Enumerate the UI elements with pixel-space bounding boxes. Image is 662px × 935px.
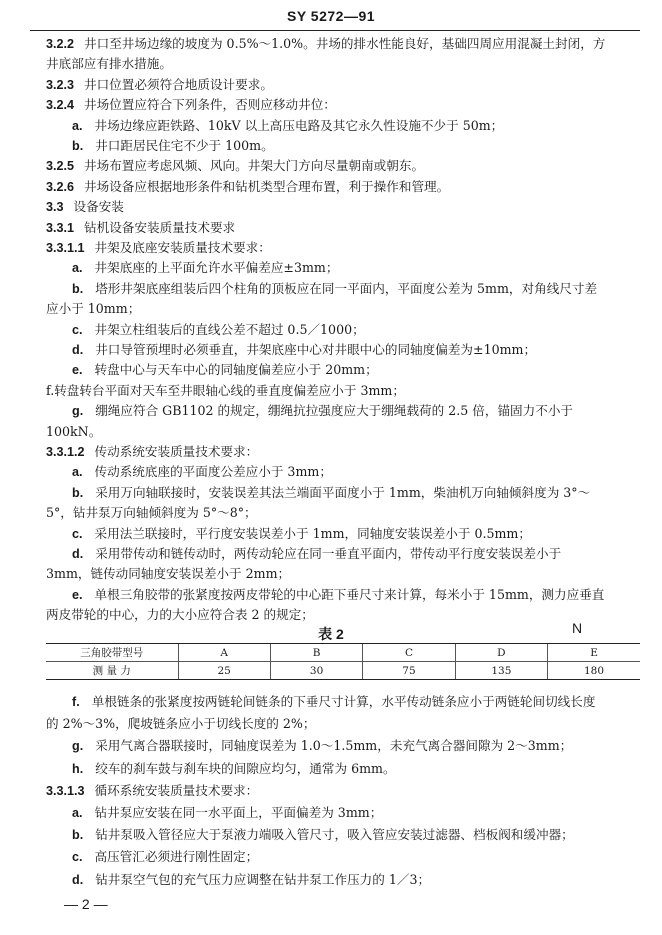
table-col-d: D: [455, 644, 547, 662]
text-line: [46, 177, 640, 197]
line-text: 井场位置应符合下列条件，否则应移动井位：: [84, 97, 336, 113]
text-line: [46, 544, 662, 564]
table-col-a: A: [178, 644, 270, 662]
line-text: 井口至井场边缘的坡度为 0.5%～1.0%。井场的排水性能良好，基础四周应用混凝土封闭，方: [84, 36, 606, 51]
clause-number: 3.2.4: [46, 98, 75, 113]
text-line: [46, 483, 662, 503]
table-cell-c: 75: [363, 662, 455, 680]
text-line: [46, 279, 662, 299]
text-line: [46, 781, 640, 801]
line-text: 塔形井架底座组装后四个柱角的顶板应在同一平面内，平面度公差为 5mm，对角线尺寸差: [95, 280, 598, 296]
text-line: [46, 847, 662, 867]
text-line: [46, 360, 662, 380]
text-line: [46, 803, 662, 823]
line-text: 绷绳应符合 GB1102 的规定，绷绳抗拉强度应大于绷绳载荷的 2.5 倍，锚固力不小于: [95, 403, 574, 419]
line-text: 单根三角胶带的张紧度按两皮带轮的中心距下垂尺寸来计算，每米小于 15mm，测力应垂直: [94, 586, 605, 602]
item-label: c.: [72, 850, 83, 865]
table-cell-e: 180: [548, 662, 640, 680]
clause-number: 3.3: [46, 200, 64, 215]
line-text: 井口位置必须符合地质设计要求。: [84, 76, 273, 92]
table-cell-a: 25: [178, 662, 270, 680]
line-text: 采用万向轴联接时，安装误差其法兰端面平面度小于 1mm，柴油机万向轴倾斜度为 3°～: [95, 484, 591, 500]
item-label: b.: [72, 828, 84, 843]
item-label: d.: [72, 343, 84, 357]
table-header-label: 三角胶带型号: [46, 644, 178, 662]
line-text: 钻井泵空气包的充气压力应调整在钻井泵工作压力的 1／3；: [95, 871, 431, 887]
line-text: 钻井泵应安装在同一水平面上，平面偏差为 3mm；: [94, 805, 383, 820]
item-label: c.: [72, 526, 83, 541]
text-line: [46, 218, 640, 238]
item-label: a.: [72, 261, 83, 276]
text-line: [46, 34, 640, 54]
line-text: 的 2%～3%，爬坡链条应小于切线长度的 2%；: [46, 716, 316, 732]
table-header-row: [46, 644, 640, 662]
item-label: a.: [72, 118, 83, 133]
line-text: 设备安装: [73, 199, 124, 215]
text-line: [46, 422, 640, 442]
text-line: [46, 320, 662, 340]
text-line: [46, 585, 662, 605]
line-text: 100kN。: [46, 423, 102, 439]
text-line: [46, 442, 640, 462]
line-text: 井场布置应考虑风频、风向。井架大门方向尽量朝南或朝东。: [84, 158, 425, 174]
clause-number: 3.2.6: [46, 179, 75, 194]
line-text: 井口导管预埋时必须垂直，井架底座中心对井眼中心的同轴度偏差为±10mm；: [95, 342, 537, 357]
clause-number: 3.3.1: [46, 220, 75, 235]
line-text: 应小于 10mm；: [46, 301, 141, 317]
line-text: 钻井泵吸入管径应大于泵液力端吸入管尺寸，吸入管应安装过滤器、档板阀和缓冲器；: [95, 827, 574, 843]
spec-table: [46, 643, 640, 680]
line-text: 井架及底座安装质量技术要求：: [94, 240, 271, 255]
clause-number: 3.2.3: [46, 77, 75, 92]
clause-number: 3.2.5: [46, 159, 75, 174]
text-line: [46, 299, 640, 319]
text-line: [46, 564, 640, 584]
line-text: 循环系统安装质量技术要求：: [94, 782, 259, 798]
item-label: f.: [72, 695, 80, 709]
header-rule: [30, 30, 640, 31]
item-label: d.: [72, 872, 84, 887]
item-label: b.: [72, 139, 84, 153]
table-caption: 表 2: [318, 626, 344, 642]
line-text: 3mm，链传动同轴度安装误差小于 2mm；: [46, 566, 291, 582]
text-line: [46, 524, 662, 544]
text-line: [46, 870, 662, 890]
text-line: [46, 825, 662, 845]
item-label: g.: [72, 739, 84, 754]
line-text: 传动系统底座的平面度公差应小于 3mm；: [94, 464, 332, 480]
line-text: 钻机设备安装质量技术要求: [84, 219, 236, 235]
line-text: 井底部应有排水措施。: [46, 56, 172, 72]
clause-number: 3.2.2: [46, 37, 75, 51]
text-line: [46, 54, 640, 74]
table-cell-d: 135: [455, 662, 547, 680]
line-text: 采用法兰联接时，平行度安装误差小于 1mm，同轴度安装误差小于 0.5mm；: [94, 525, 531, 541]
item-label: c.: [72, 322, 83, 337]
text-line: [46, 95, 640, 115]
line-text: 两皮带轮的中心，力的大小应符合表 2 的规定；: [46, 607, 314, 623]
text-line: [46, 692, 662, 712]
line-text: 单根链条的张紧度按两链轮间链条的下垂尺寸计算，水平传动链条应小于两链轮间切线长度: [91, 694, 596, 709]
table-col-c: C: [363, 644, 455, 662]
item-label: e.: [72, 587, 83, 602]
text-line: [46, 75, 640, 95]
line-text: 采用带传动和链传动时，两传动轮应在同一垂直平面内，带传动平行度安装误差小于: [95, 546, 562, 561]
table-row-label: 测 量 力: [46, 662, 178, 680]
text-line: [46, 136, 662, 156]
line-text: 5°，钻井泵万向轴倾斜度为 5°～8°；: [46, 505, 257, 521]
table-unit: N: [572, 620, 583, 636]
text-line: [46, 736, 662, 756]
text-line: [46, 156, 640, 176]
clause-number: 3.3.1.3: [46, 783, 85, 798]
line-text: 采用气离合器联接时，同轴度误差为 1.0～1.5mm，未充气离合器间隙为 2～3mm；: [95, 738, 573, 754]
line-text: 井口距居民住宅不少于 100m。: [95, 138, 274, 153]
line-text: 传动系统安装质量技术要求：: [94, 444, 259, 459]
line-text: 高压管汇必须进行刚性固定；: [94, 849, 259, 865]
item-label: g.: [72, 404, 84, 419]
line-text: 绞车的刹车鼓与刹车块的间隙应均匀，通常为 6mm。: [95, 760, 396, 776]
line-text: 井场设备应根据地形条件和钻机类型合理布置，利于操作和管理。: [84, 178, 450, 194]
text-line: [46, 238, 640, 258]
page-number: — 2 —: [64, 896, 108, 912]
item-label: d.: [72, 547, 84, 561]
line-text: 井场边缘应距铁路、10kV 以上高压电路及其它永久性设施不少于 50m；: [94, 117, 504, 133]
text-line: [46, 503, 640, 523]
table-cell-b: 30: [270, 662, 362, 680]
line-text: 井架立柱组装后的直线公差不超过 0.5／1000；: [94, 321, 365, 337]
text-line: [46, 759, 662, 779]
clause-number: 3.3.1.2: [46, 445, 85, 459]
text-line: [46, 340, 662, 360]
item-label: b.: [72, 485, 84, 500]
line-text: 井架底座的上平面允许水平偏差应±3mm；: [94, 260, 339, 276]
line-text: 转盘中心与天车中心的同轴度偏差应小于 20mm；: [94, 362, 378, 378]
item-label: b.: [72, 281, 84, 296]
clause-number: 3.3.1.1: [46, 241, 85, 255]
text-line: [46, 714, 640, 734]
table-col-e: E: [548, 644, 640, 662]
table-col-b: B: [270, 644, 362, 662]
table-row: [46, 662, 640, 680]
item-label: a.: [72, 806, 83, 820]
text-line: [46, 258, 662, 278]
text-line: [46, 381, 640, 401]
text-line: [46, 116, 662, 136]
item-label: h.: [72, 761, 84, 776]
page-header: SY 5272—91: [286, 8, 376, 24]
line-text: f.转盘转台平面对天车至井眼轴心线的垂直度偏差应小于 3mm；: [46, 382, 405, 398]
text-line: [46, 462, 662, 482]
text-line: [46, 401, 662, 421]
text-line: [46, 605, 640, 625]
item-label: e.: [72, 363, 83, 378]
item-label: a.: [72, 465, 83, 480]
text-line: [46, 197, 640, 217]
